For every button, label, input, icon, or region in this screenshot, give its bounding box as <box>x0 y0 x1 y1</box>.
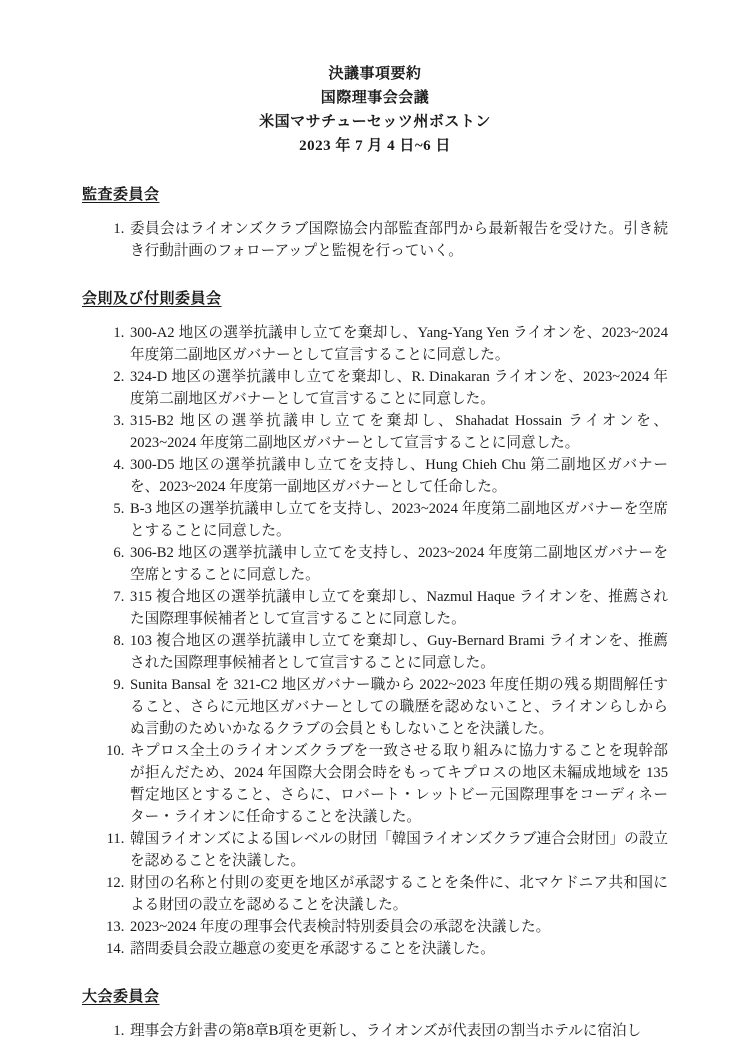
section-heading-audit-committee: 監査委員会 <box>82 187 160 203</box>
section-audit-committee <box>82 183 668 262</box>
resolution-item: 8. 103 複合地区の選挙抗議申し立てを棄却し、Guy-Bernard Brami ライオンを、推薦された国際理事候補者として宣言することに同意した。 <box>128 630 668 674</box>
resolution-item: 4. 300-D5 地区の選挙抗議申し立てを支持し、Hung Chieh Chu 第二副地区ガバナーを、2023~2024 年度第一副地区ガバナーとして任命した。 <box>128 454 668 498</box>
resolution-list-audit <box>82 218 668 262</box>
resolution-item: 1. 300-A2 地区の選挙抗議申し立てを棄却し、Yang-Yang Yen ライオンを、2023~2024 年度第二副地区ガバナーとして宣言することに同意した。 <box>128 322 668 366</box>
section-heading-convention-committee: 大会委員会 <box>82 989 160 1005</box>
resolution-item: 14. 諮問委員会設立趣意の変更を承認することを決議した。 <box>128 938 668 960</box>
section-heading-constitution-bylaws: 会則及び付則委員会 <box>82 291 222 307</box>
resolution-item: 6. 306-B2 地区の選挙抗議申し立てを支持し、2023~2024 年度第二副地区ガバナーを空席とすることに同意した。 <box>128 542 668 586</box>
section-constitution-bylaws-committee <box>82 287 668 960</box>
resolution-item: 11. 韓国ライオンズによる国レベルの財団「韓国ライオンズクラブ連合会財団」の設立を認めることを決議した。 <box>128 828 668 872</box>
resolution-item: 10. キプロス全土のライオンズクラブを一致させる取り組みに協力することを現幹部が拒んだため、2024 年国際大会閉会時をもってキプロスの地区未編成地域を 135 暫定地区とすること、さらに、ロバート・レットビー元国際理事をコーディネーター・ライオンに任命することを決議した。 <box>128 740 668 828</box>
resolution-item: 2. 324-D 地区の選挙抗議申し立てを棄却し、R. Dinakaran ライオンを、2023~2024 年度第二副地区ガバナーとして宣言することに同意した。 <box>128 366 668 410</box>
resolution-item: 9. Sunita Bansal を 321-C2 地区ガバナー職から 2022~2023 年度任期の残る期間解任すること、さらに元地区ガバナーとしての職歴を認めないこと、ライオンらしからぬ言動のためいかなるクラブの会員ともしないことを決議した。 <box>128 674 668 740</box>
resolution-item: 1. 理事会方針書の第8章B項を更新し、ライオンズが代表団の割当ホテルに宿泊し <box>128 1020 668 1042</box>
resolution-item: 13. 2023~2024 年度の理事会代表検討特別委員会の承認を決議した。 <box>128 916 668 938</box>
resolution-list-convention <box>82 1020 668 1042</box>
resolution-item: 12. 財団の名称と付則の変更を地区が承認することを条件に、北マケドニア共和国による財団の設立を認めることを決議した。 <box>128 872 668 916</box>
resolution-item: 5. B-3 地区の選挙抗議申し立てを支持し、2023~2024 年度第二副地区ガバナーを空席とすることに同意した。 <box>128 498 668 542</box>
section-convention-committee <box>82 985 668 1042</box>
resolution-item: 1. 委員会はライオンズクラブ国際協会内部監査部門から最新報告を受けた。引き続き行動計画のフォローアップと監視を行っていく。 <box>128 218 668 262</box>
document-title-block <box>82 62 668 158</box>
doc-title: 決議事項要約 <box>328 66 422 82</box>
doc-date-range: 2023 年 7 月 4 日~6 日 <box>299 138 451 154</box>
doc-location: 米国マサチューセッツ州ボストン <box>259 114 491 130</box>
resolution-item: 7. 315 複合地区の選挙抗議申し立てを棄却し、Nazmul Haque ライオンを、推薦された国際理事候補者として宣言することに同意した。 <box>128 586 668 630</box>
resolution-list-constitution-bylaws <box>82 322 668 960</box>
resolution-item: 3. 315-B2 地区の選挙抗議申し立てを棄却し、Shahadat Hossain ライオンを、2023~2024 年度第二副地区ガバナーとして宣言することに同意した。 <box>128 410 668 454</box>
doc-subtitle-meeting: 国際理事会会議 <box>320 90 430 106</box>
